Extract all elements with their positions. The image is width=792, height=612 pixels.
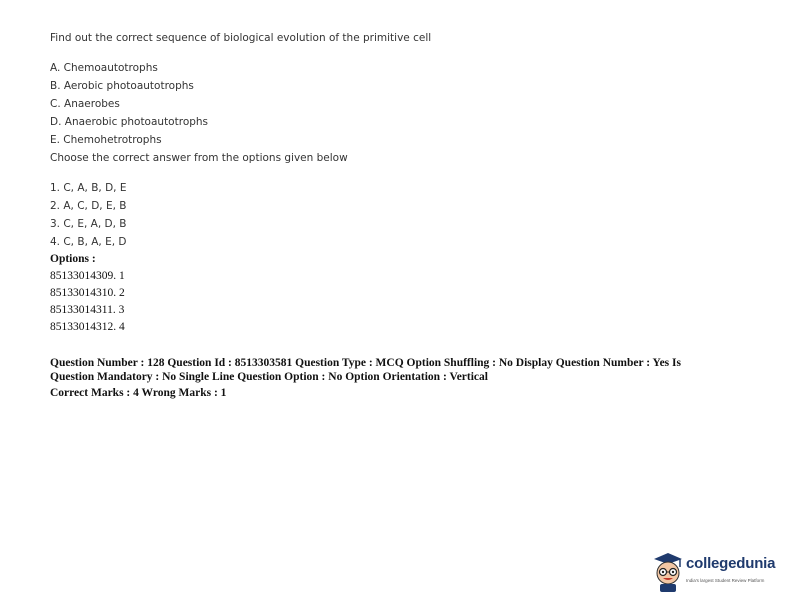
choice-4: 4. C, B, A, E, D xyxy=(50,236,127,248)
question-meta-line-1: Question Number : 128 Question Id : 8513303581 Question Type : MCQ Option Shuffling : No Display Question Number : Yes Is xyxy=(50,357,681,369)
logo-wordmark: collegedunia xyxy=(686,555,776,572)
question-meta-line-2: Question Mandatory : No Single Line Question Option : No Option Orientation : Vertical xyxy=(50,371,488,383)
statement-a: A. Chemoautotrophs xyxy=(50,62,158,74)
statement-b: B. Aerobic photoautotrophs xyxy=(50,80,194,92)
statement-d: D. Anaerobic photoautotrophs xyxy=(50,116,209,128)
statement-c: C. Anaerobes xyxy=(50,98,120,110)
question-meta-line-3: Correct Marks : 4 Wrong Marks : 1 xyxy=(50,387,227,399)
choice-2: 2. A, C, D, E, B xyxy=(50,200,127,212)
choice-1: 1. C, A, B, D, E xyxy=(50,182,127,194)
options-label: Options : xyxy=(50,253,96,265)
option-id-3: 85133014311. 3 xyxy=(50,304,125,316)
option-id-2: 85133014310. 2 xyxy=(50,287,125,299)
question-text: Find out the correct sequence of biological evolution of the primitive cell xyxy=(50,32,432,44)
option-id-1: 85133014309. 1 xyxy=(50,270,125,282)
instruction-text: Choose the correct answer from the options given below xyxy=(50,152,348,164)
collegedunia-logo xyxy=(650,549,790,597)
logo-tagline: India's largest Student Review Platform xyxy=(686,578,765,583)
statement-e: E. Chemohetrotrophs xyxy=(50,134,162,146)
mascot-icon xyxy=(650,549,686,593)
choice-3: 3. C, E, A, D, B xyxy=(50,218,127,230)
option-id-4: 85133014312. 4 xyxy=(50,321,125,333)
